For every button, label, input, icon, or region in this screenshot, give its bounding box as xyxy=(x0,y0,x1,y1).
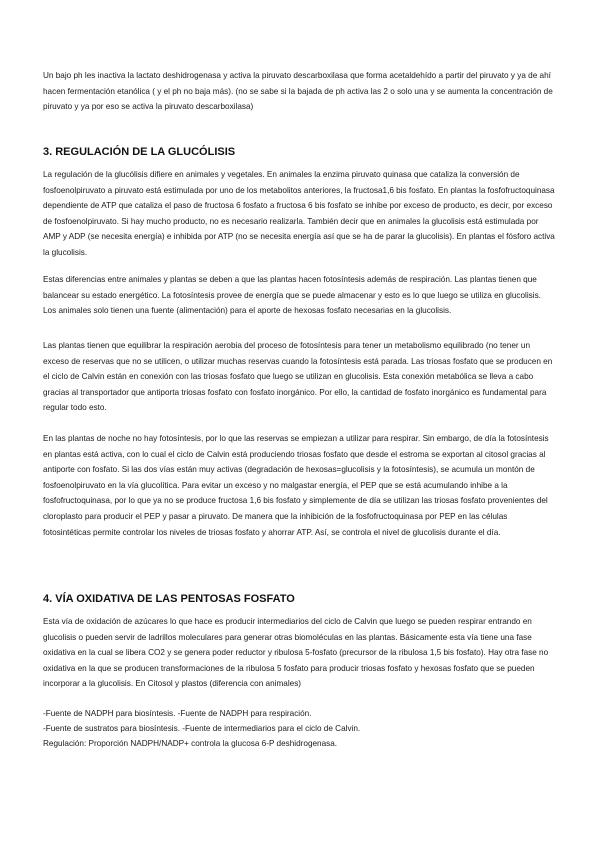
section-3-paragraph-3: Las plantas tienen que equilibrar la respiración aerobia del proceso de fotosíntesis para tener un metabolismo equilibrado (no tener un exceso de reservas que no se utilicen, o utilizar muchas reservas cuando la fotosíntesis está parada. Las triosas fosfato que se producen en el ciclo de Calvin están en conexión con las triosas fosfato que luego se utilizan en glucolisis. Esta conexión metabólica se lleva a cabo gracias al transportador que antiporta triosas fosfato con fosfato inorgánico. Por ello, la cantidad de fosfato inorgánico es fundamental para regular todo esto. xyxy=(43,341,553,413)
section-3-paragraph-4: En las plantas de noche no hay fotosíntesis, por lo que las reservas se empiezan a utilizar para respirar. Sin embargo, de día la fotosíntesis en plantas está activa, con lo cual el ciclo de Calvin está produciendo triosas fosfato que desde el estroma se exportan al citosol gracias al antiporte con fosfato. Si las dos vías están muy activas (degradación de hexosas=glucolisis y la fotosíntesis), se acumula un montón de fosfoenolpiruvato en la vía glucolítica. Para evitar un exceso y no malgastar energía, el PEP que se está acumulando inhibe a la fosfofructoquinasa, por lo que ya no se produce fructosa 1,6 bis fosfato y simplemente de día se utilizan las triosas fosfato provenientes del cloroplasto para producir el PEP y pasar a piruvato. De manera que la inhibición de la fosfofructoquinasa por PEP en las células fotosintéticas permite controlar los niveles de triosas fosfato y ahorrar ATP. Así, se controla el nivel de glucolisis durante el día. xyxy=(43,434,549,537)
section-4-paragraph: Esta vía de oxidación de azúcares lo que hace es producir intermediarios del ciclo de Calvin que luego se pueden respirar entrando en glucolisis o pueden servir de ladrillos moleculares para generar otras biomoléculas en las plantas. Básicamente esta vía tiene una fase oxidativa en la cual se libera CO2 y se genera poder reductor y ribulosa 5-fosfato (precursor de la ribulosa 1,5 bis fosfato). Hay otra fase no oxidativa en la que se producen transformaciones de la ribulosa 5 fosfato para producir triosas fosfato y hexosas fosfato que se pueden incorporar a la glucolisis. En Citosol y plastos (diferencia con animales) xyxy=(43,617,549,689)
section-3-paragraph-1: La regulación de la glucólisis difiere en animales y vegetales. En animales la enzima piruvato quinasa que cataliza la conversión de fosfoenolpiruvato a piruvato está estimulada por uno de los metabolitos anteriores, la fructosa1,6 bis fosfato. En plantas la fosfofructoquinasa dependiente de ATP que cataliza el paso de fructosa 6 fosfato a fructosa 6 bis fosfato se inhibe por exceso de producto, es decir, por exceso de fosfoenolpiruvato. Si hay mucho producto, no es necesario realizarla. También decir que en animales la glucolisis está estimulada por AMP y ADP (se necesita energía) e inhibida por ATP (no se necesita energía así que se ha de parar la glucolisis). En plantas el fósforo activa la glucolisis. xyxy=(43,170,555,257)
intro-paragraph: Un bajo ph les inactiva la lactato deshidrogenasa y activa la piruvato descarboxilasa que forma acetaldehído a partir del piruvato y ya de ahí hacen fermentación etanólica ( y el ph no baja más). (no se sabe si la bajada de ph activa las 2 o solo una y se aumenta la concentración de piruvato y ya por eso se activa la piruvato descarboxilasa) xyxy=(43,71,553,112)
section-4-line-2: -Fuente de sustratos para biosíntesis. -Fuente de intermediarios para el ciclo de Calvin. xyxy=(43,724,361,733)
section-4-line-3: Regulación: Proporción NADPH/NADP+ controla la glucosa 6-P deshidrogenasa. xyxy=(43,739,338,748)
section-4-line-1: -Fuente de NADPH para biosíntesis. -Fuente de NADPH para respiración. xyxy=(43,709,312,718)
section-3-heading: 3. REGULACIÓN DE LA GLUCÓLISIS xyxy=(43,146,236,158)
section-3-paragraph-2: Estas diferencias entre animales y plantas se deben a que las plantas hacen fotosíntesis además de respiración. Las plantas tienen que balancear su estado energético. La fotosíntesis provee de energía que se puede almacenar y esto es lo que luego se utiliza en glucolisis. Los animales solo tienen una fuente (alimentación) para el aporte de hexosas fosfato necesarias en la glucolisis. xyxy=(43,275,541,316)
section-4-heading: 4. VÍA OXIDATIVA DE LAS PENTOSAS FOSFATO xyxy=(43,593,295,605)
